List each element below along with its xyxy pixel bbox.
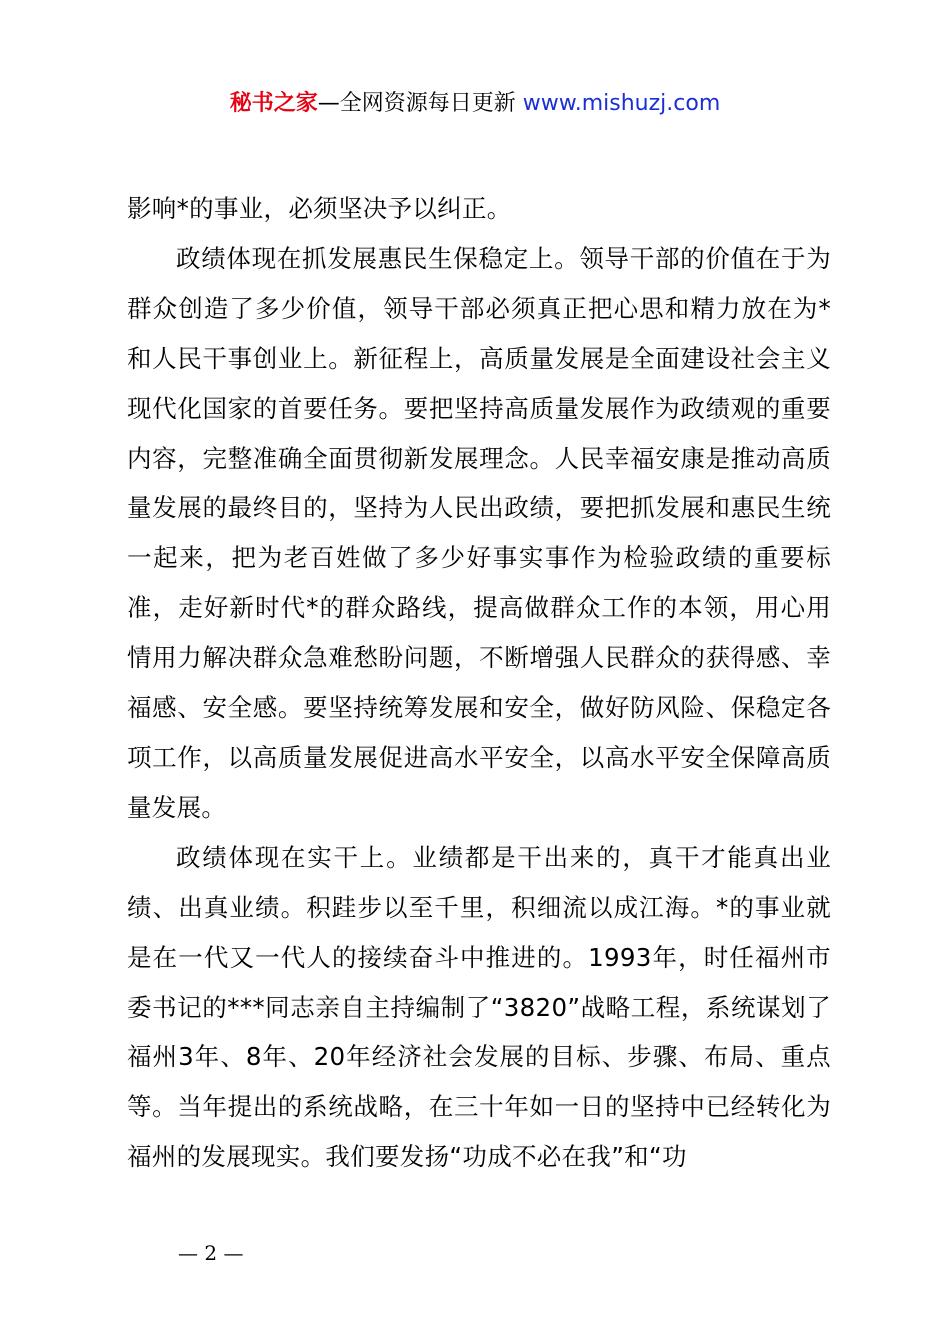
site-header [0,88,950,120]
site-url-link[interactable]: www.mishuzj.com [522,91,721,116]
page-number: — 2 — [178,1241,244,1265]
paragraph-continuation: 影响*的事业，必须坚决予以纠正。 [127,194,512,223]
document-body [127,184,831,1182]
paragraph-hard-work: 政绩体现在实干上。业绩都是干出来的，真干才能真出业绩、出真业绩。积跬步以至千里，积细流以成江海。*的事业就是在一代又一代人的接续奋斗中推进的。1993年，时任福州市委书记的***同志亲自主持编制了“3820”战略工程，系统谋划了福州3年、8年、20年经济社会发展的目标、步骤、布局、重点等。当年提出的系统战略，在三十年如一日的坚持中已经转化为福州的发展现实。我们要发扬“功成不必在我”和“功 [127,842,831,1172]
paragraph-development: 政绩体现在抓发展惠民生保稳定上。领导干部的价值在于为群众创造了多少价值，领导干部必须真正把心思和精力放在为*和人民干事创业上。新征程上，高质量发展是全面建设社会主义现代化国家的首要任务。要把坚持高质量发展作为政绩观的重要内容，完整准确全面贯彻新发展理念。人民幸福安康是推动高质量发展的最终目的，坚持为人民出政绩，要把抓发展和惠民生统一起来，把为老百姓做了多少好事实事作为检验政绩的重要标准，走好新时代*的群众路线，提高做群众工作的本领，用心用情用力解决群众急难愁盼问题，不断增强人民群众的获得感、幸福感、安全感。要坚持统筹发展和安全，做好防风险、保稳定各项工作，以高质量发展促进高水平安全，以高水平安全保障高质量发展。 [127,243,831,822]
header-tagline: —全网资源每日更新 [317,91,516,116]
brand-name: 秘书之家 [229,91,318,116]
